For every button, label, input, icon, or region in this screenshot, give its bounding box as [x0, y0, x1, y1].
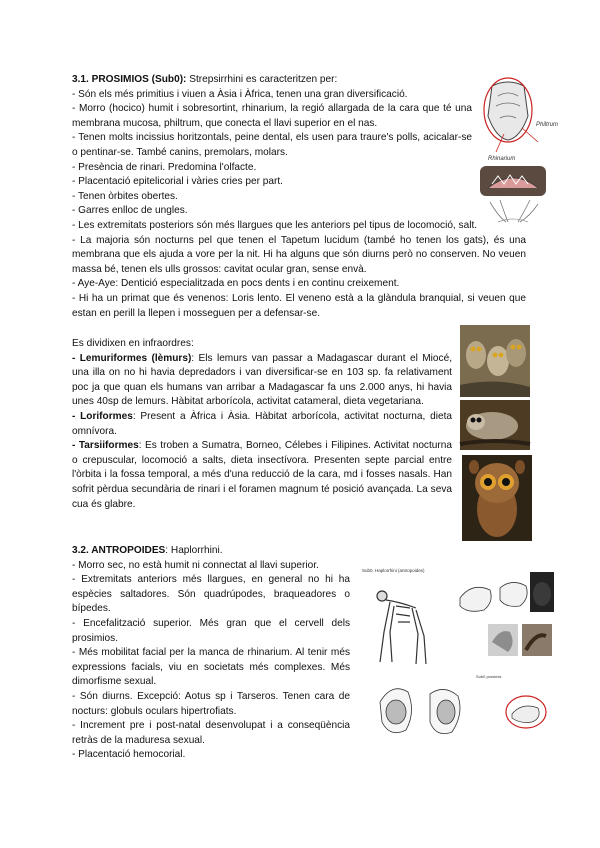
rhinarium-figure: [478, 76, 559, 226]
list-item: - Tenen molts incissius horitzontals, peine dental, els usen para traure's polls, acicalar-se o pentinar-se. També canins, premolars, molars.: [72, 132, 472, 158]
section-heading: 3.1. PROSIMIOS (Sub0): Strepsirrhini es caracteritzen per:: [72, 74, 338, 85]
list-item: - Presència de rinari. Predomina l'olfacte.: [72, 161, 257, 173]
list-item: - Són diurns. Excepció: Aotus sp i Tarseros. Tenen cara de nocturs: globuls oculars hipertrofiats.: [72, 690, 350, 717]
section-heading: 3.2. ANTROPOIDES: Haplorrhini.: [72, 545, 223, 556]
list-item: - Les extremitats posteriors són més llargues que les anteriors pel tipus de locomoció, salt.: [72, 219, 478, 231]
tarsiiformes-paragraph: - Tarsiiformes: Es troben a Sumatra, Borneo, Célebes i Filipines. Activitat nocturna o crepuscular, locomoció a salts, dieta insectívora. Presenten septe parcial entre l'òrbita i la fossa temporal, a més d'una reducció de la cara, md i fosses nasals. Han sofrit pèrdua secundària de rinari i el foramen magnum té posició avançada. La seva cua és glabre.: [72, 440, 452, 510]
list-item: - Més mobilitat facial per la manca de rhinarium. Al tenir més expressions facials, viu en societats més complexes. Més dimorfisme sexual.: [72, 647, 350, 688]
list-item: - Encefalització superior. Més gran que el cervell dels prosimios.: [72, 617, 350, 644]
list-item: - Són els més primitius i viuen a Àsia i Àfrica, tenen una gran diversificació.: [72, 88, 408, 100]
list-item: - Morro (hocico) humit i sobresortint, rhinarium, la regió allargada de la cara que té una membrana mucosa, philtrum, que conecta el llavi superior en el nas.: [72, 103, 472, 129]
section-prosimios: [72, 73, 526, 321]
list-item: - Increment pre i post-natal desenvolupat i a conseqüència retràs de la maduresa sexual.: [72, 720, 350, 746]
list-item: - Placentació hemocorial.: [72, 749, 186, 761]
infraorders-section: [72, 337, 452, 512]
tarsier-photo: [462, 455, 532, 541]
lemur-photo: [460, 325, 530, 397]
list-item: - Extremitats anteriors més llargues, en general no hi ha espècies saltadores. Són quadrúpodes, braqueadores o bípedes.: [72, 574, 350, 615]
rhinarium-label: Rhinarium: [488, 156, 516, 162]
philtrum-label: Philtrum: [536, 122, 559, 128]
list-item: - Aye-Aye: Dentició especialitzada en pocs dents i en continu creixement.: [72, 278, 400, 290]
list-item: - Tenen òrbites obertes.: [72, 190, 178, 202]
infraorders-intro: Es dividixen en infraordres:: [72, 338, 194, 349]
list-item: - Morro sec, no està humit ni connectat al llavi superior.: [72, 559, 319, 571]
list-item: - La majoria són nocturns pel que tenen el Tapetum lucidum (també ho tenen los gats), és una membrana que els ajuda a vore per la nit. Hi ha alguns que són diurns però no conserven. No veuen massa bé, tenen els ulls grossos: cavitat ocular gran, sense envà.: [72, 234, 526, 275]
anthropoid-figure: [360, 562, 555, 752]
section-antropoides: [72, 544, 350, 763]
list-item: - Hi ha un primat que és venenos: Loris lento. El veneno està a la glàndula branquial, si veuen que estan en perill la llepen i mosseguen per a defensar-se.: [72, 292, 526, 319]
loris-photo: [460, 400, 530, 450]
lemuriformes-paragraph: - Lemuriformes (lèmurs): Els lemurs van passar a Madagascar durant el Miocé, una illa on no hi havia depredadors i van diversificar-se en 103 sp. fa relativament poc ja que quan els humans van arribar a Madagascar fa uns 2.000 anys, hi havia unes 40sp de lemurs. Hàbitat arborícola, activitat catameral, dieta vegetariana.: [72, 352, 452, 408]
small-caption: Sub0 prosimis: [476, 674, 502, 679]
figure-caption: Sub0. Haplorrhini (antropoides): [362, 568, 425, 573]
loriformes-paragraph: - Loriformes: Present a Àfrica i Àsia. Hàbitat arborícola, activitat nocturna, dieta omnívora.: [72, 410, 452, 437]
list-item: - Placentació epitelicorial i vàries cries per part.: [72, 176, 283, 188]
list-item: - Garres enlloc de ungles.: [72, 205, 188, 217]
